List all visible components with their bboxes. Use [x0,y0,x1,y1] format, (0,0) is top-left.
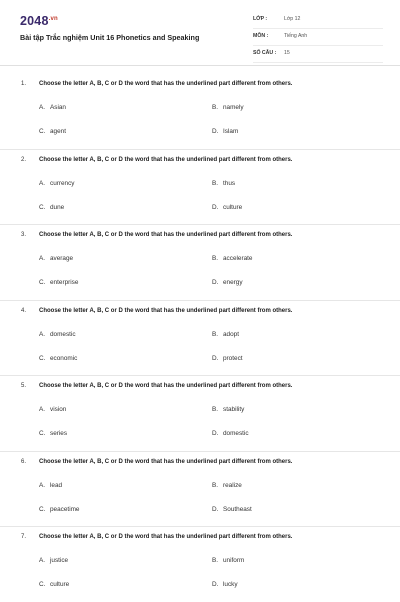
question-item [0,150,400,226]
option-text: domestic [223,430,249,437]
option-text: uniform [223,557,245,564]
option-text: culture [50,581,70,588]
option-letter: A. [39,255,46,262]
answer-option[interactable] [212,128,238,135]
option-text: accelerate [223,255,253,262]
option-text: energy [223,279,243,286]
question-item [0,376,400,452]
question-text: Choose the letter A, B, C or D the word that has the underlined part different from others. [39,534,293,540]
answer-option[interactable] [39,482,62,489]
answer-option[interactable] [39,430,67,437]
option-text: culture [223,203,243,211]
option-text: adopt [223,330,239,338]
question-number: 2. [21,156,27,163]
option-letter: B. [212,406,219,413]
answer-option[interactable] [212,581,238,588]
option-letter: C. [39,505,46,513]
answer-option[interactable] [39,128,66,135]
meta-label: SỐ CÂU : [253,50,277,56]
meta-row-count [253,46,383,63]
meta-row-class [253,12,383,29]
answer-option[interactable] [212,104,244,111]
question-number: 5. [21,383,27,389]
meta-value: 15 [284,50,290,56]
question-text: Choose the letter A, B, C or D the word that has the underlined part different from others. [39,307,293,314]
answer-option[interactable] [39,355,77,362]
question-number: 7. [21,534,27,540]
answer-option[interactable] [212,355,243,362]
meta-value: Tiếng Anh [284,33,308,39]
option-letter: D. [212,128,219,135]
meta-value: Lớp 12 [284,16,301,22]
option-letter: A. [39,104,46,111]
document-title: Bài tập Trắc nghiệm Unit 16 Phonetics and Speaking [20,33,200,42]
answer-option[interactable] [39,406,66,413]
option-letter: A. [39,330,46,338]
answer-option[interactable] [212,255,253,262]
question-list [0,74,400,602]
option-text: stability [223,406,245,413]
question-item [0,452,400,528]
question-text: Choose the letter A, B, C or D the word that has the underlined part different from others. [39,232,293,238]
option-text: Southeast [223,505,252,513]
option-text: series [50,430,68,437]
meta-label: MÔN : [253,33,269,39]
answer-option[interactable] [39,331,76,338]
option-letter: D. [212,354,219,362]
answer-option[interactable] [39,104,66,111]
option-text: average [50,255,74,262]
logo-text: 2048 [20,14,49,28]
option-letter: B. [212,481,219,489]
answer-option[interactable] [39,204,64,211]
option-letter: C. [39,354,46,362]
answer-option[interactable] [212,557,244,564]
option-letter: B. [212,179,219,187]
answer-option[interactable] [212,406,244,413]
question-item [0,301,400,377]
answer-option[interactable] [39,506,80,513]
option-text: lucky [223,581,238,588]
answer-option[interactable] [39,581,69,588]
question-text: Choose the letter A, B, C or D the word that has the underlined part different from others. [39,81,293,87]
question-number: 4. [21,307,27,314]
option-letter: D. [212,581,219,588]
option-letter: D. [212,279,219,286]
question-text: Choose the letter A, B, C or D the word that has the underlined part different from others. [39,156,293,163]
option-text: namely [223,104,244,111]
option-letter: C. [39,581,46,588]
question-text: Choose the letter A, B, C or D the word that has the underlined part different from others. [39,383,293,389]
option-letter: A. [39,179,46,187]
question-text: Choose the letter A, B, C or D the word that has the underlined part different from others. [39,458,293,465]
answer-option[interactable] [212,430,249,437]
option-letter: A. [39,481,46,489]
option-letter: B. [212,255,219,262]
question-number: 3. [21,232,27,238]
option-letter: B. [212,330,219,338]
option-letter: D. [212,505,219,513]
option-letter: D. [212,430,219,437]
answer-option[interactable] [212,204,242,211]
option-text: realize [223,481,242,489]
answer-option[interactable] [212,506,252,513]
option-text: Islam [223,128,239,135]
option-letter: A. [39,406,46,413]
option-text: vision [50,406,67,413]
worksheet-header [0,0,400,66]
question-item [0,225,400,301]
option-letter: A. [39,557,46,564]
option-letter: B. [212,557,219,564]
option-text: agent [50,128,66,135]
logo-suffix: .vn [48,15,58,22]
meta-row-subject [253,29,383,46]
meta-info [253,12,383,63]
question-item [0,527,400,602]
answer-option[interactable] [212,482,242,489]
option-letter: C. [39,128,46,135]
answer-option[interactable] [212,279,243,286]
option-text: domestic [50,330,76,338]
answer-option[interactable] [212,331,239,338]
option-letter: D. [212,203,219,211]
option-text: Asian [50,104,66,111]
answer-option[interactable] [39,255,73,262]
question-number: 6. [21,458,27,465]
option-text: currency [50,179,75,187]
option-text: protect [223,354,243,362]
option-text: dune [50,203,65,211]
option-text: lead [50,481,63,489]
answer-option[interactable] [212,180,235,187]
option-letter: C. [39,279,46,286]
option-letter: C. [39,430,46,437]
question-item [0,74,400,150]
site-logo[interactable] [20,14,58,28]
option-letter: B. [212,104,219,111]
option-text: thus [223,179,236,187]
option-text: enterprise [50,279,79,286]
meta-label: LỚP : [253,16,268,22]
option-text: justice [50,557,69,564]
answer-option[interactable] [39,557,68,564]
option-letter: C. [39,203,46,211]
question-number: 1. [21,81,27,87]
answer-option[interactable] [39,279,78,286]
answer-option[interactable] [39,180,75,187]
option-text: economic [50,354,78,362]
option-text: peacetime [50,505,80,513]
